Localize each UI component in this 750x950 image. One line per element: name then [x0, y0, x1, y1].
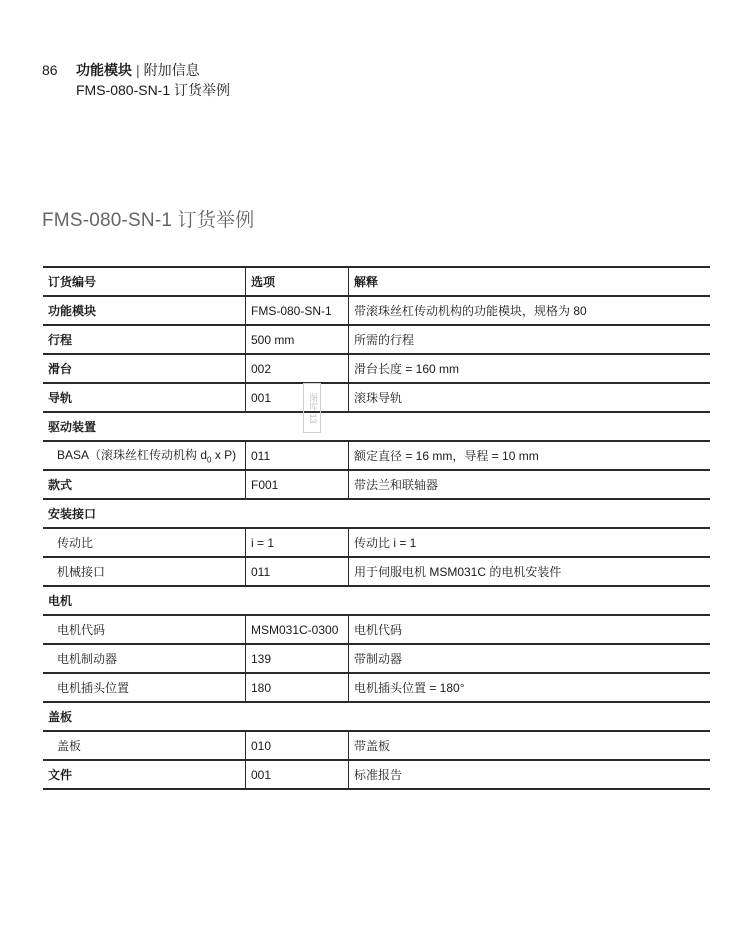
row-label: 机械接口 — [57, 565, 106, 579]
row-label: 导轨 — [48, 391, 73, 405]
column-header-order-number: 订货编号 — [43, 267, 246, 296]
table-row — [43, 644, 710, 673]
row-label: 电机代码 — [57, 623, 106, 637]
group-label: 安装接口 — [43, 499, 710, 528]
row-label-cell — [43, 731, 246, 760]
document-title: FMS-080-SN-1 订货举例 — [42, 210, 255, 231]
row-label-cell — [43, 673, 246, 702]
table-row — [43, 354, 710, 383]
row-label-cell — [43, 325, 246, 354]
page-number: 86 — [42, 62, 58, 78]
row-explanation: 带法兰和联轴器 — [349, 470, 711, 499]
row-explanation: 带制动器 — [349, 644, 711, 673]
row-option: FMS-080-SN-1 — [246, 296, 349, 325]
table-row — [43, 615, 710, 644]
table-row — [43, 383, 710, 412]
row-explanation: 传动比 i = 1 — [349, 528, 711, 557]
row-label-cell — [43, 528, 246, 557]
row-option: i = 1 — [246, 528, 349, 557]
section-name: 功能模块 — [76, 62, 132, 78]
table-row — [43, 325, 710, 354]
table-row — [43, 441, 710, 470]
row-label-cell — [43, 644, 246, 673]
row-explanation: 带盖板 — [349, 731, 711, 760]
group-label: 驱动装置 — [43, 412, 710, 441]
row-label-cell — [43, 383, 246, 412]
row-option: 500 mm — [246, 325, 349, 354]
row-explanation: 电机插头位置 = 180° — [349, 673, 711, 702]
row-label: 文件 — [48, 768, 73, 782]
row-option: 011 — [246, 557, 349, 586]
table-row — [43, 760, 710, 789]
row-option: F001 — [246, 470, 349, 499]
row-label-subscript: 0 — [207, 455, 212, 465]
row-label-cell — [43, 470, 246, 499]
row-label-suffix: x P) — [211, 448, 237, 463]
table-row — [43, 673, 710, 702]
row-label: 电机插头位置 — [57, 681, 130, 695]
row-option: 180 — [246, 673, 349, 702]
table-body — [43, 296, 710, 789]
row-label-cell — [43, 296, 246, 325]
row-option: 011 — [246, 441, 349, 470]
row-option: 010 — [246, 731, 349, 760]
row-label: 传动比 — [57, 536, 94, 550]
subsection-name: 附加信息 — [143, 62, 200, 78]
table-row — [43, 586, 710, 615]
row-option: MSM031C-0300 — [246, 615, 349, 644]
table-row — [43, 470, 710, 499]
table-row — [43, 702, 710, 731]
row-option: 001 — [246, 383, 349, 412]
row-label: 电机制动器 — [57, 652, 118, 666]
header-subtitle: FMS-080-SN-1 订货举例 — [76, 82, 231, 98]
row-label-cell — [43, 760, 246, 789]
column-header-explanation: 解释 — [349, 267, 711, 296]
row-label-cell — [43, 441, 246, 470]
table-header-row — [43, 267, 710, 296]
row-explanation: 额定直径 = 16 mm，导程 = 10 mm — [349, 441, 711, 470]
table-row — [43, 499, 710, 528]
column-header-option: 选项 — [246, 267, 349, 296]
watermark-stamp: 图库 13 — [303, 383, 321, 433]
row-explanation: 所需的行程 — [349, 325, 711, 354]
row-option: 002 — [246, 354, 349, 383]
row-explanation: 电机代码 — [349, 615, 711, 644]
row-explanation: 标准报告 — [349, 760, 711, 789]
table-row — [43, 296, 710, 325]
row-label: 行程 — [48, 333, 73, 347]
table-row — [43, 412, 710, 441]
row-explanation: 滚珠导轨 — [349, 383, 711, 412]
row-label: 功能模块 — [48, 304, 97, 318]
group-label: 电机 — [43, 586, 710, 615]
row-label: 款式 — [48, 478, 73, 492]
row-option: 139 — [246, 644, 349, 673]
row-label-cell — [43, 557, 246, 586]
row-label: 滑台 — [48, 362, 73, 376]
row-explanation: 带滚珠丝杠传动机构的功能模块，规格为 80 — [349, 296, 711, 325]
row-explanation: 滑台长度 = 160 mm — [349, 354, 711, 383]
row-option: 001 — [246, 760, 349, 789]
row-label: BASA（滚珠丝杠传动机构 d — [57, 448, 208, 463]
group-label: 盖板 — [43, 702, 710, 731]
table-row — [43, 528, 710, 557]
order-example-table — [43, 266, 710, 790]
row-explanation: 用于伺服电机 MSM031C 的电机安装件 — [349, 557, 711, 586]
row-label-cell — [43, 615, 246, 644]
header-separator: | — [136, 62, 140, 78]
page-header — [42, 60, 230, 100]
table-row — [43, 731, 710, 760]
row-label-cell — [43, 354, 246, 383]
table-row — [43, 557, 710, 586]
row-label: 盖板 — [57, 739, 82, 753]
